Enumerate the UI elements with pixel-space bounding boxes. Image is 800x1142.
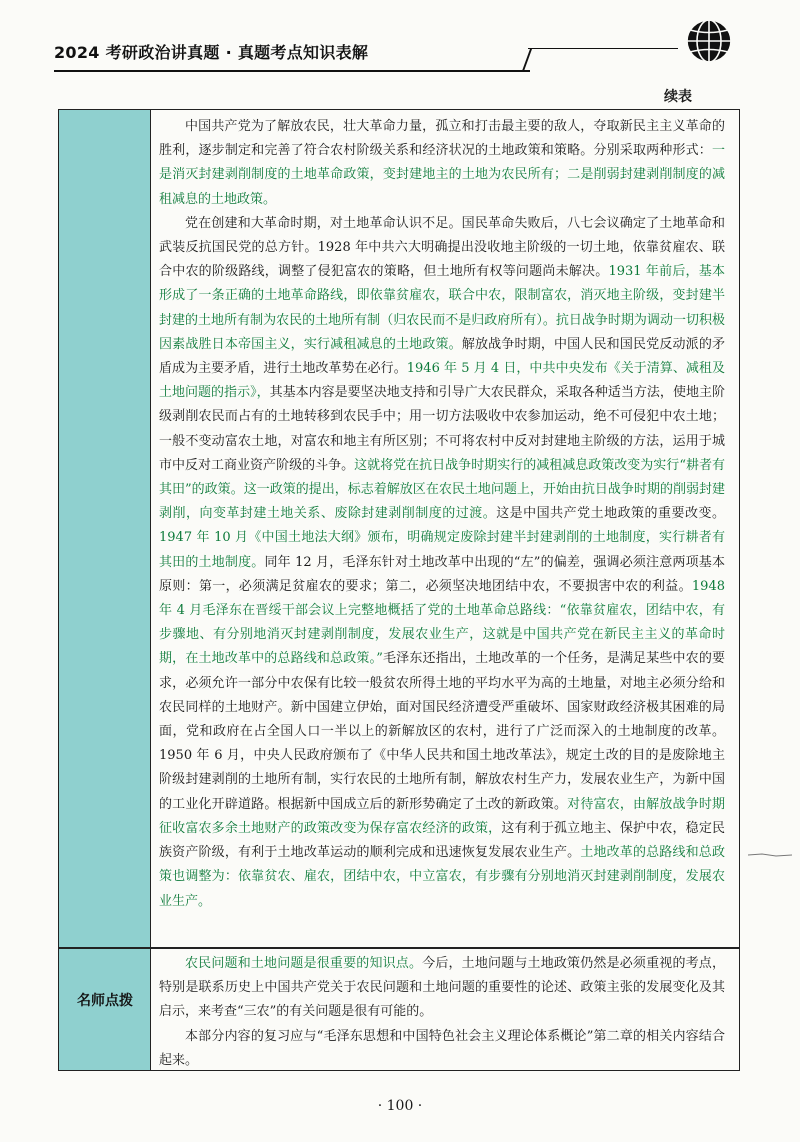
margin-mark: [748, 852, 792, 858]
paragraph: [159, 115, 725, 212]
header-rule-top: [528, 48, 678, 49]
tip-row-label: 名师点拨: [77, 993, 133, 1009]
table-side-column: [59, 110, 151, 1070]
globe-icon: [680, 16, 738, 66]
highlight-text: 一是消灭封建剥削制度的土地革命政策，变封建地主的土地为农民所有；二是削弱封建剥削制度的减租减息的土地政策。: [159, 143, 725, 207]
body-text: 今后，土地问题与土地政策仍然是必须重视的考点，特别是联系历史上中国共产党关于农民问题和土地问题的重要性的论述、政策主张的发展变化及其启示，来考查“三农”的有关问题是很有可能的。: [159, 956, 725, 1020]
highlight-text: 这就将党在抗日战争时期实行的减租减息政策改变为实行“耕者有其田”的政策。这一政策的提出，标志着解放区在农民土地问题上，开始由抗日战争时期的削弱封建剥削，向变革封建土地关系、废除封建剥削制度的过渡。: [159, 457, 725, 522]
body-text: 这是中国共产党土地政策的重要改变。: [496, 506, 725, 522]
body-text: 党在创建和大革命时期，对土地革命认识不足。国民革命失败后，八七会议确定了土地革命和武装反抗国民党的总方针。1928 年中共六大明确提出没收地主阶级的一切土地，依靠贫雇农、联合中农的阶级路线，调整了侵犯富农的策略，但土地所有权等问题尚未解决。: [159, 215, 725, 280]
body-text: 其基本内容是要坚决地支持和引导广大农民群众，采取各种适当方法，使地主阶级剥削农民而占有的土地转移到农民手中；用一切方法吸收中农参加运动，绝不可侵犯中农土地；一般不变动富农土地，对富农和地主有所区别；不可将农村中反对封建地主阶级的方法，运用于城市中反对工商业资产阶级的斗争。: [159, 385, 725, 473]
paragraph: [159, 952, 725, 1025]
highlight-text: 1931 年前后，基本形成了一条正确的土地革命路线，即依靠贫雇农，联合中农，限制富农，消灭地主阶级，变封建半封建的土地所有制为农民的土地所有制（归农民而不是归政府所有）。抗日战争时期为调动一切积极因素战胜日本帝国主义，实行减租减息的土地政策。: [159, 264, 725, 352]
highlight-text: 1946 年 5 月 4 日，中共中央发布《关于清算、减租及土地问题的指示》，: [159, 361, 725, 401]
knowledge-table: [58, 109, 740, 1071]
highlight-text: 1947 年 10 月《中国土地法大纲》颁布，明确规定废除封建半封建剥削的土地制度，实行耕者有其田的土地制度。: [159, 530, 725, 570]
tip-cell: [159, 952, 725, 1068]
content-cell: [159, 115, 725, 945]
body-text: 同年 12 月，毛泽东针对土地改革中出现的“左”的偏差，强调必须注意两项基本原则：第一，必须满足贫雇农的要求；第二，必须坚决地团结中农，不要损害中农的利益。: [159, 554, 725, 594]
body-text: 中国共产党为了解放农民，壮大革命力量，孤立和打击最主要的敌人，夺取新民主主义革命的胜利，逐步制定和完善了符合农村阶级关系和经济状况的土地政策和策略。分别采取两种形式：: [159, 119, 725, 159]
paragraph: [159, 1025, 725, 1068]
paragraph: [159, 212, 725, 914]
header-title: 2024 考研政治讲真题 · 真题考点知识表解: [54, 43, 369, 62]
highlight-text: 农民问题和土地问题是很重要的知识点。: [185, 956, 423, 971]
body-text: 解放战争时期，中国人民和国民党反动派的矛盾成为主要矛盾，进行土地改革势在必行。: [159, 336, 725, 377]
body-text: 本部分内容的复习应与“毛泽东思想和中国特色社会主义理论体系概论”第二章的相关内容结合起来。: [159, 1028, 725, 1068]
page-number: · 100 ·: [377, 1098, 423, 1114]
header-rule-slant: [522, 48, 533, 72]
body-text: 这有利于孤立地主、保护中农，稳定民族资产阶级，有利于土地改革运动的顺利完成和迅速恢复发展农业生产。: [159, 820, 725, 861]
highlight-text: 土地改革的总路线和总政策也调整为：依靠贫农、雇农，团结中农，中立富农，有步骤有分别地消灭封建剥削制度，发展农业生产。: [159, 845, 725, 909]
highlight-text: 1948 年 4 月毛泽东在晋绥干部会议上完整地概括了党的土地革命总路线：“依靠贫雇农，团结中农，有步骤地、有分别地消灭封建剥削制度，发展农业生产，这就是中国共产党在新民主主义的革命时期，在土地改革中的总路线和总政策。”: [159, 578, 725, 667]
header-rule: [54, 70, 530, 72]
body-text: 毛泽东还指出，土地改革的一个任务，是满足某些中农的要求，必须允许一部分中农保有比较一般贫农所得土地的平均水平为高的土地量，对地主必须分给和农民同样的土地财产。新中国建立伊始，面对国民经济遭受严重破坏、国家财政经济极其困难的局面，党和政府在占全国人口一半以上的新解放区的农村，进行了广泛而深入的土地制度的改革。1950 年 6 月，中央人民政府颁布了《中华人民共和国土地改革法》，规定土改的目的是废除地主阶级封建剥削的土地所有制，实行农民的土地所有制，解放农村生产力，发展农业生产，为新中国的工业化开辟道路。根据新中国成立后的新形势确定了土改的新政策。: [159, 651, 725, 812]
table-caption: 续表: [664, 89, 692, 105]
row-divider: [59, 947, 739, 949]
highlight-text: 对待富农，由解放战争时期征收富农多余土地财产的政策改变为保存富农经济的政策，: [159, 796, 725, 836]
